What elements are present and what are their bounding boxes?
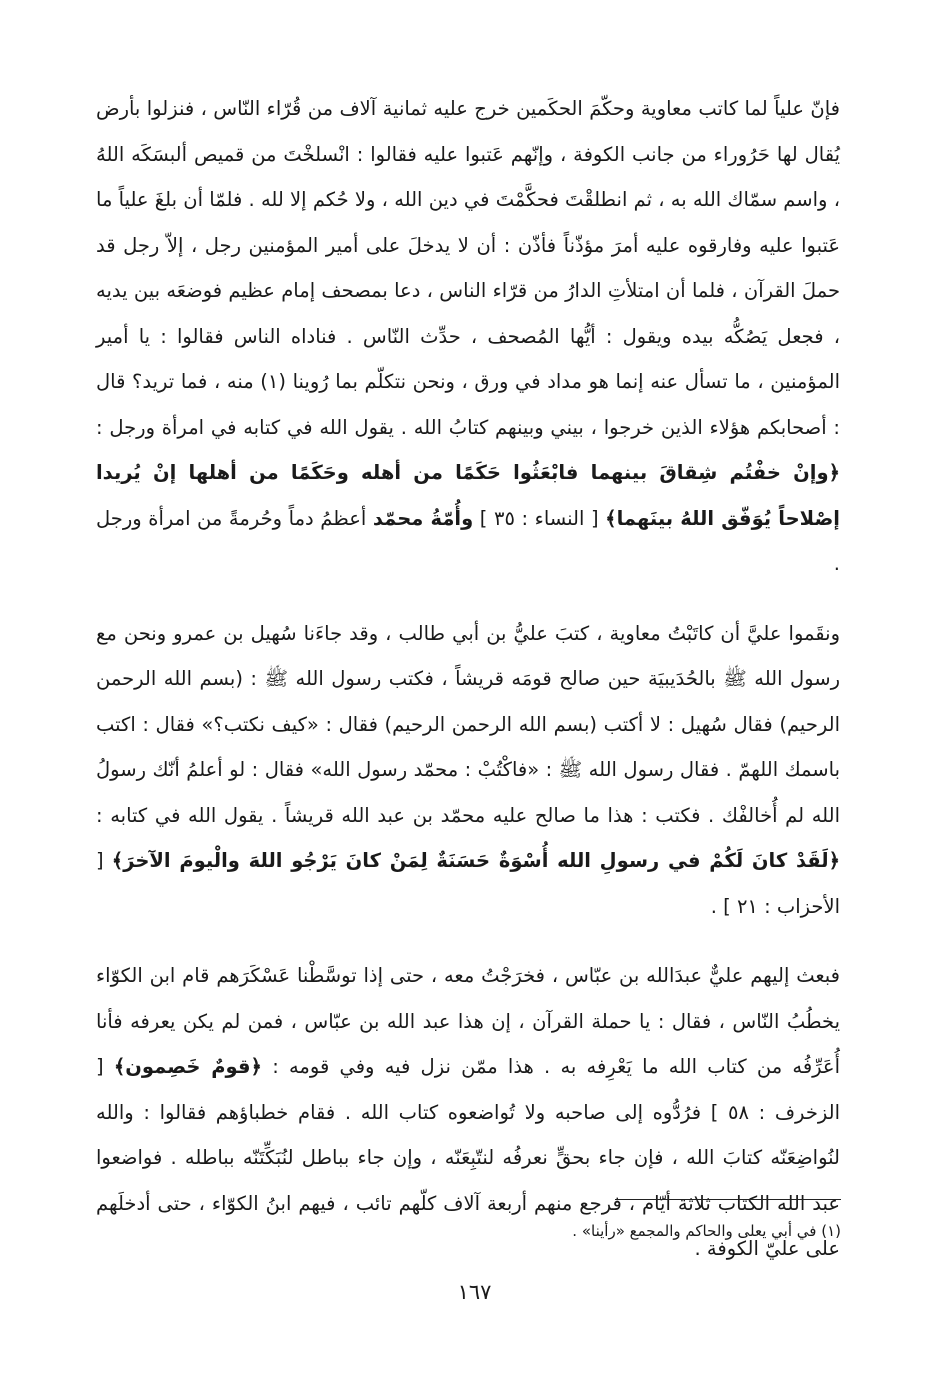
- main-text-block: [96, 86, 840, 1272]
- paragraph-2: [96, 611, 840, 930]
- paragraph-3-text-2: [ الزخرف : ٥٨ ] فرُدُّوه إلى صاحبه ولا تُواضعوه كتاب الله . فقام خطباؤهم فقالوا : والله لنُواضِعَنّه كتابَ الله ، فإن جاء بحقٍّ نعرفُه لنتّبِعَنّه ، وإن جاء بباطل لنُبَكِّتَنّه بباطله . فواضعوا عبد الله الكتاب ثلاثة أيّام ، فرجع منهم أربعة آلاف كلّهم تائب ، فيهم ابنُ الكوّاء ، حتى أدخلَهم على عليّ الكوفة .: [96, 1055, 840, 1260]
- footnote-divider: [615, 1199, 841, 1200]
- quran-verse-zukhruf-58: ﴿قومٌ خَصِمون﴾: [113, 1055, 262, 1078]
- page-number: ١٦٧: [457, 1280, 492, 1304]
- paragraph-2-text-1: ونقَموا عليَّ أن كاتَبْتُ معاوية ، كتبَ عليُّ بن أبي طالب ، وقد جاءَنا سُهيل بن عمرو ونحن مع رسول الله ﷺ بالحُدَيبيَة حين صالح قومَه قريشاً ، فكتب رسول الله ﷺ : (بسم الله الرحمن الرحيم) فقال سُهيل : لا أكتب (بسم الله الرحمن الرحيم) فقال : «كيف نكتب؟» فقال : اكتب باسمك اللهمّ . فقال رسول الله ﷺ : «فاكْتُبْ : محمّد رسول الله» فقال : لو أعلمُ أنّك رسولُ الله لم أُخالفْك . فكتب : هذا ما صالح عليه محمّد بن عبد الله قريشاً . يقول الله في كتابه :: [96, 621, 840, 827]
- footnote: (١) في أبي يعلى والحاكم والمجمع «رأينا» .: [572, 1222, 841, 1240]
- paragraph-1-text-1: فإنّ علياً لما كاتب معاوية وحكّمَ الحكَمين خرج عليه ثمانية آلاف من قُرّاء النّاس ، فنزلوا بأرض يُقال لها حَرُوراء من جانب الكوفة ، وإنّهم عَتبوا عليه فقالوا : انْسلخْتَ من قميص ألبسَكَه اللهُ ، واسم سمّاك الله به ، ثم انطلقْتَ فحكَّمْتَ في دين الله ، ولا حُكم إلا لله . فلمّا أن بلغَ علياً ما عَتبوا عليه وفارقوه عليه أمرَ مؤذّناً فأذّن : أن لا يدخلَ على أمير المؤمنين رجل ، إلاّ رجل قد حملَ القرآن ، فلما أن امتلأتِ الدارُ من قرّاء الناس ، دعا بمصحف إمام عظيم فوضعَه بين يديه ، فجعل يَصُكُّه بيده ويقول : أيُّها المُصحف ، حدِّث النّاس . فناداه الناس فقالوا : يا أمير المؤمنين ، ما تسأل عنه إنما هو مداد في ورق ، ونحن نتكلّم بما رُوينا (١) منه ، فما تريد؟ قال : أصحابكم هؤلاء الذين خرجوا ، بيني وبينهم كتابُ الله . يقول الله في كتابه في امرأة ورجل :: [96, 97, 840, 439]
- paragraph-1: [96, 86, 840, 587]
- paragraph-1-text-2: أعظمُ دماً وحُرمةً من امرأة ورجل .: [96, 506, 840, 575]
- quran-verse-ahzab-21: ﴿لَقَدْ كانَ لَكُمْ في رسولِ الله أُسْوَةٌ حَسَنَةٌ لِمَنْ كانَ يَرْجُو اللهَ والْيومَ الآخرَ﴾: [111, 849, 840, 872]
- verse-reference-nisa: [ النساء : ٣٥ ]: [473, 506, 606, 530]
- paragraph-3-text-1: فبعث إليهم عليٌّ عبدَالله بن عبّاس ، فخرَجْتُ معه ، حتى إذا توسَّطْنا عَسْكَرَهم قام ابن الكوّاء يخطُبُ النّاس ، فقال : يا حملة القرآن ، إن هذا عبد الله بن عبّاس ، فمن لم يكن يعرفه فأنا أُعَرِّفُه من كتاب الله ما يَعْرِفه به . هذا ممّن نزل فيه وفي قومه :: [96, 964, 840, 1078]
- quran-verse-nisa-35: ﴿وإنْ خفْتُم شِقاقَ بينهما فابْعَثُوا حَكَمًا من أهله وحَكَمًا من أهلها إنْ يُريدا إصْلاحاً يُوَفّق اللهُ بينَهما﴾: [96, 461, 840, 530]
- verse-reference-ahzab: [ الأحزاب : ٢١ ] .: [96, 849, 840, 918]
- emphasis-ummah: وأُمّةُ محمّد: [372, 506, 474, 530]
